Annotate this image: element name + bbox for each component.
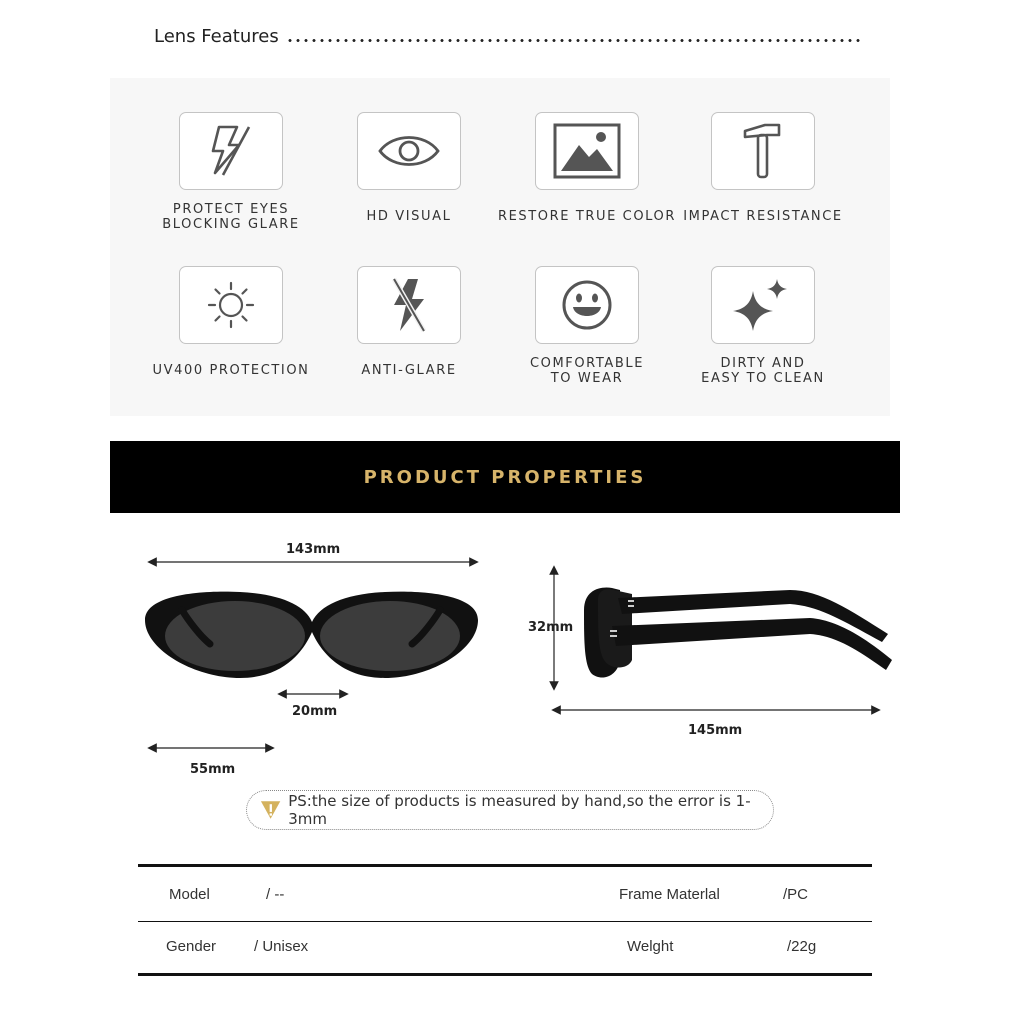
feature-label: UV400 PROTECTION [152, 363, 310, 378]
feature-label: PROTECT EYES [172, 202, 290, 217]
feature-hd-visual [319, 112, 499, 224]
measurement-notice [246, 790, 774, 830]
smiley-icon [561, 279, 613, 331]
feature-icon-box [357, 266, 461, 344]
dotted-divider [286, 39, 864, 42]
spec-label-frame-material: Frame Materlal [619, 886, 720, 903]
dimension-bridge: 20mm [292, 704, 338, 719]
dimension-lens-width: 55mm [190, 762, 236, 777]
spec-value-weight: /22g [787, 938, 817, 955]
feature-icon-box [711, 266, 815, 344]
lens-features-header [154, 26, 864, 54]
feature-icon-box [179, 112, 283, 190]
feature-uv400 [141, 266, 321, 378]
feature-icon-box [711, 112, 815, 190]
spec-label-gender: Gender [166, 938, 217, 955]
sparkle-icon [733, 277, 793, 333]
feature-label: DIRTY AND [720, 356, 806, 371]
feature-restore-true-color [497, 112, 677, 224]
feature-label: BLOCKING GLARE [162, 217, 300, 232]
table-row [138, 869, 872, 921]
table-bottom-border [138, 973, 872, 976]
feature-icon-box [535, 266, 639, 344]
spec-value-frame-material: /PC [783, 886, 809, 903]
spec-value-model: / -- [266, 886, 285, 903]
sunglasses-side-view [540, 560, 900, 730]
warning-triangle-icon [259, 799, 282, 821]
product-properties-banner [110, 441, 900, 513]
feature-icon-box [357, 112, 461, 190]
feature-impact-resistance [673, 112, 853, 224]
table-row [138, 921, 872, 973]
feature-label: EASY TO CLEAN [701, 371, 825, 386]
sunglasses-front-view [140, 550, 490, 770]
feature-anti-glare [319, 266, 499, 378]
feature-easy-to-clean [673, 266, 853, 386]
feature-label: HD VISUAL [366, 209, 452, 224]
dimension-temple-length: 145mm [688, 723, 743, 738]
feature-icon-box [535, 112, 639, 190]
anti-glare-icon [384, 275, 434, 335]
hammer-icon [741, 121, 785, 181]
dimension-total-width: 143mm [286, 542, 341, 557]
notice-text: PS:the size of products is measured by hand,so the error is 1-3mm [288, 792, 751, 828]
table-top-border [138, 864, 872, 867]
spec-label-model: Model [169, 886, 210, 903]
sun-icon [206, 280, 256, 330]
dimension-height: 32mm [528, 620, 574, 635]
landscape-image-icon [553, 123, 621, 179]
lightning-icon [201, 121, 261, 181]
feature-label: IMPACT RESISTANCE [683, 209, 843, 224]
feature-label: ANTI-GLARE [361, 363, 457, 378]
lens-features-title: Lens Features [154, 26, 279, 47]
feature-protect-eyes [141, 112, 321, 232]
product-properties-title: PRODUCT PROPERTIES [363, 466, 647, 488]
feature-label: RESTORE TRUE COLOR [497, 209, 677, 224]
feature-label: TO WEAR [550, 371, 624, 386]
eye-icon [377, 129, 441, 173]
feature-label: COMFORTABLE [529, 356, 645, 371]
spec-label-weight: Welght [627, 938, 674, 955]
feature-icon-box [179, 266, 283, 344]
spec-value-gender: / Unisex [254, 938, 309, 955]
feature-comfortable [497, 266, 677, 386]
